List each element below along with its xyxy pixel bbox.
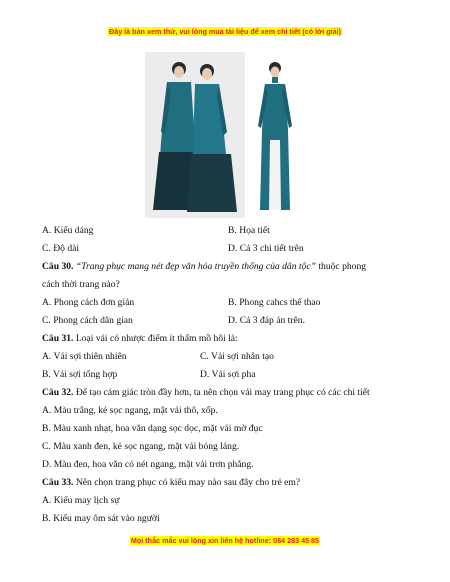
q30-quote: “Trang phục mang nét đẹp văn hóa truyền thống của dân tộc” <box>75 261 316 272</box>
q31-stem <box>42 333 238 345</box>
q31-text: Loại vải có nhược điểm ít thấm mồ hôi là: <box>73 333 238 344</box>
bottom-banner <box>0 536 450 545</box>
prev-option-c: C. Độ dài <box>42 243 80 254</box>
q33-option-a: A. Kiểu may lịch sự <box>42 495 120 506</box>
two-women-ao-dai-illustration <box>145 52 245 218</box>
q31-option-a: A. Vải sợi thiên nhiên <box>42 351 127 362</box>
q30-stem-continued: cách thời trang nào? <box>42 279 120 290</box>
q32-option-b: B. Màu xanh nhạt, hoa văn dạng sọc dọc, mặt vải mờ đục <box>42 423 263 434</box>
q32-stem <box>42 387 370 399</box>
q32-number: Câu 32. <box>42 387 74 398</box>
q33-number: Câu 33. <box>42 477 74 488</box>
q31-option-c: C. Vải sợi nhân tạo <box>200 351 274 362</box>
q32-option-a: A. Màu trắng, kẻ sọc ngang, mặt vải thô, xốp. <box>42 405 218 416</box>
q32-text: Để tạo cảm giác tròn đầy hơn, ta nên chọn vải may trang phục có các chi tiết <box>73 387 370 398</box>
q33-text: Nên chọn trang phục có kiểu may nào sau đây cho trẻ em? <box>73 477 301 488</box>
prev-option-b: B. Họa tiết <box>228 225 270 236</box>
woman-ao-dai-illustration <box>250 60 300 218</box>
q30-stem <box>42 261 366 273</box>
q30-rest: thuộc phong <box>315 261 367 272</box>
top-banner <box>0 27 450 36</box>
q31-number: Câu 31. <box>42 333 74 344</box>
q30-option-d: D. Cả 3 đáp án trên. <box>228 315 305 326</box>
q31-option-d: D. Vải sợi pha <box>200 369 256 380</box>
q32-option-c: C. Màu xanh đen, kẻ sọc ngang, mặt vải bóng láng. <box>42 441 240 452</box>
q30-option-b: B. Phong cahcs thể thao <box>228 297 321 308</box>
q32-option-d: D. Màu đen, hoa văn có nét ngang, mặt vải trơn phẳng. <box>42 459 254 470</box>
q30-number: Câu 30. <box>42 261 74 272</box>
q31-option-b: B. Vải sợi tổng hợp <box>42 369 118 380</box>
q33-stem <box>42 477 300 489</box>
q30-option-a: A. Phong cách đơn giản <box>42 297 135 308</box>
bottom-banner-text: Mọi thắc mắc vui lòng xin liên hệ hotline: 084 283 45 85 <box>130 536 320 545</box>
prev-option-d: D. Cả 3 chi tiết trên <box>228 243 304 254</box>
top-banner-text: Đây là bản xem thử, vui lòng mua tài liệu để xem chi tiết (có lời giải) <box>109 27 341 36</box>
prev-option-a: A. Kiểu dáng <box>42 225 94 236</box>
q30-option-c: C. Phong cách dân gian <box>42 315 133 326</box>
q33-option-b: B. Kiểu may ôm sát vào người <box>42 513 160 524</box>
